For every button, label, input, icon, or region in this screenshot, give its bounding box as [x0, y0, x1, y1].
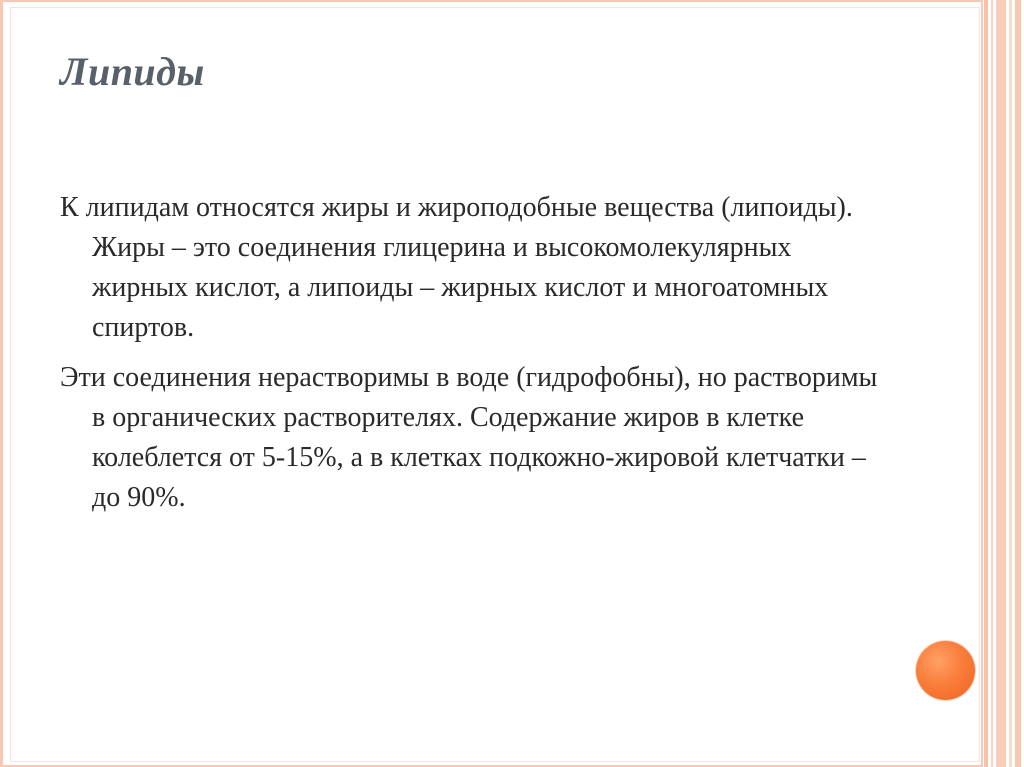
decorative-stripe: [1015, 0, 1021, 767]
slide-body: [60, 188, 880, 528]
orange-circle-decoration: [916, 641, 975, 700]
body-paragraph-1: К липидам относятся жиры и жироподобные вещества (липоиды). Жиры – это соединения глицерина и высокомолекулярных жирных кислот, а липоиды – жирных кислот и многоатомных спиртов.: [60, 192, 853, 343]
decorative-stripe: [984, 0, 988, 767]
slide-title: Липиды: [60, 49, 205, 94]
body-paragraph-2: Эти соединения нерастворимы в воде (гидрофобны), но растворимы в органических растворителях. Содержание жиров в клетке колеблется от 5-15%, а в клетках подкожно-жировой клетчатки – до 90%.: [60, 362, 878, 513]
decorative-stripe: [996, 0, 1006, 767]
decorative-stripe: [1009, 0, 1012, 767]
decorative-stripe: [991, 0, 993, 767]
